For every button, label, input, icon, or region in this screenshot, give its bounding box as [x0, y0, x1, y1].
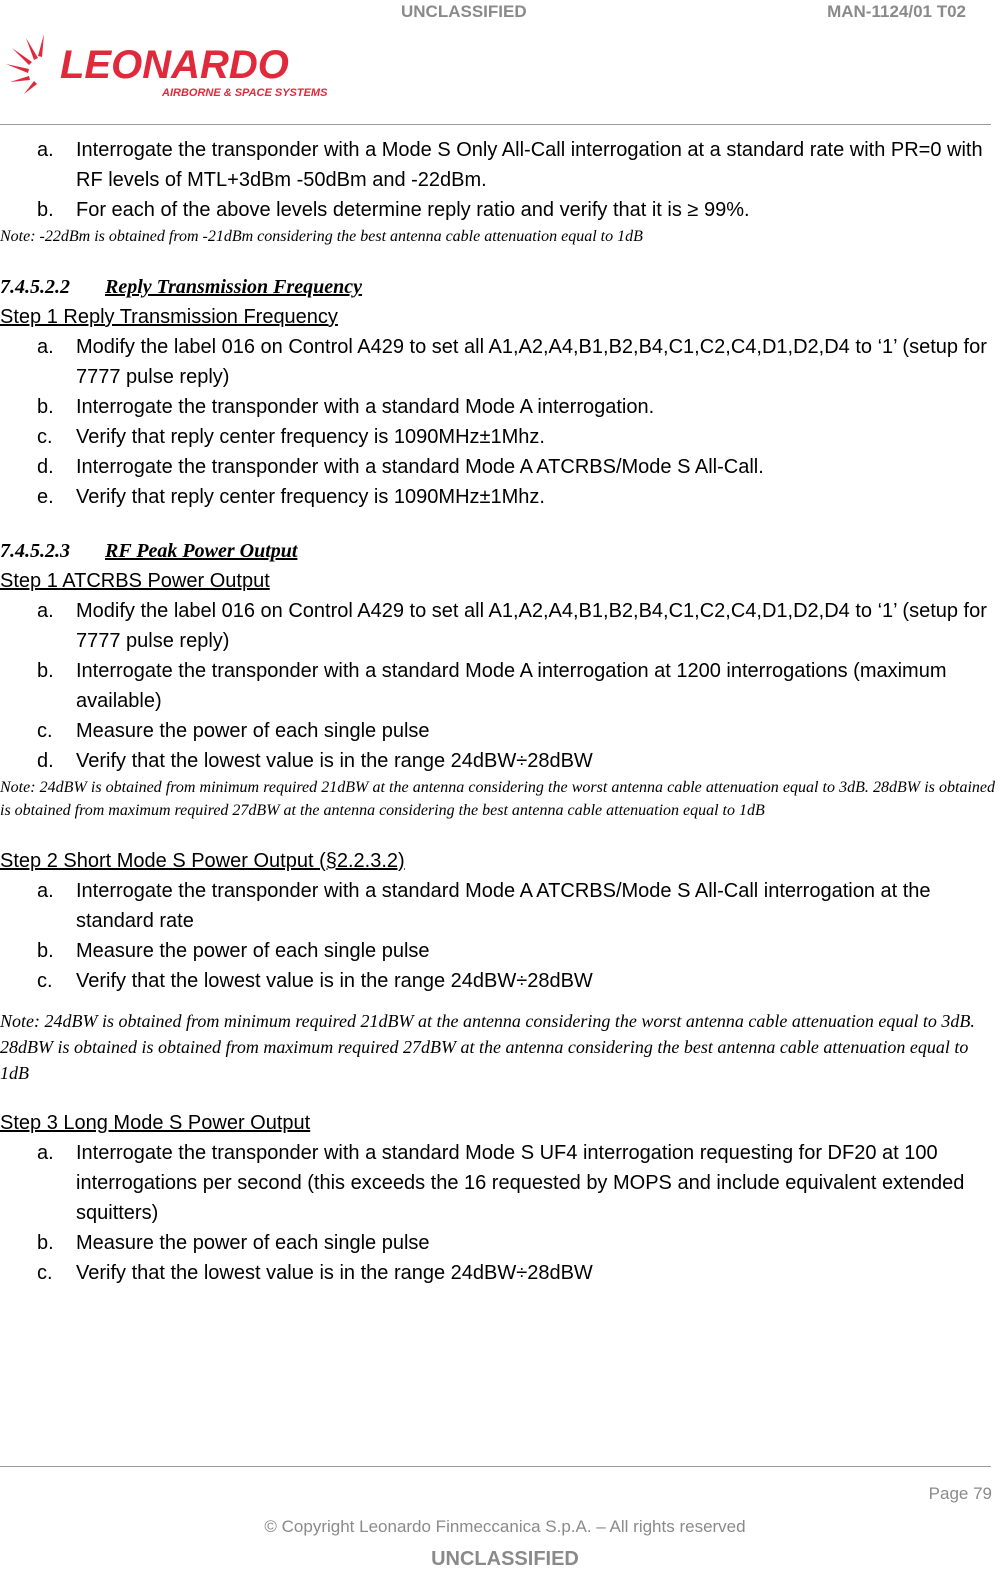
list-item: b. For each of the above levels determine reply ratio and verify that it is ≥ 99%.: [37, 199, 750, 221]
list-item: b. Measure the power of each single pulse: [37, 1232, 430, 1254]
list-item: b. Interrogate the transponder with a standard Mode A interrogation.: [37, 396, 655, 418]
list-item: a. Modify the label 016 on Control A429 to set all A1,A2,A4,B1,B2,B4,C1,C2,C4,D1,D2,D4 to ‘1’ (setup for 7777 pulse reply): [37, 336, 987, 388]
section-heading-rf-peak-power: 7.4.5.2.3 RF Peak Power Output: [0, 540, 298, 562]
logo-wordmark: LEONARDO: [60, 43, 289, 87]
list-item: c. Verify that reply center frequency is 1090MHz±1Mhz.: [37, 426, 545, 448]
classification-label: UNCLASSIFIED: [401, 2, 527, 21]
list-item: a. Modify the label 016 on Control A429 to set all A1,A2,A4,B1,B2,B4,C1,C2,C4,D1,D2,D4 to ‘1’ (setup for 7777 pulse reply): [37, 600, 987, 652]
long-mode-s-list: [0, 1138, 995, 1288]
document-body: [0, 135, 995, 1288]
step-title: Step 3 Long Mode S Power Output: [0, 1112, 311, 1134]
logo-subtitle: AIRBORNE & SPACE SYSTEMS: [162, 87, 328, 99]
list-item: d. Interrogate the transponder with a standard Mode A ATCRBS/Mode S All-Call.: [37, 456, 764, 478]
reply-frequency-list: [0, 332, 995, 512]
short-mode-s-list: [0, 876, 995, 996]
list-item: d. Verify that the lowest value is in the range 24dBW÷28dBW: [37, 750, 593, 772]
list-item: c. Verify that the lowest value is in the range 24dBW÷28dBW: [37, 970, 593, 992]
intro-list: [0, 135, 995, 225]
list-item: a. Interrogate the transponder with a standard Mode A ATCRBS/Mode S All-Call interrogation at the standard rate: [37, 880, 931, 932]
step-title: Step 1 ATCRBS Power Output: [0, 570, 270, 592]
intro-note: Note: -22dBm is obtained from -21dBm considering the best antenna cable attenuation equal to 1dB: [0, 228, 643, 245]
list-item: a. Interrogate the transponder with a standard Mode S UF4 interrogation requesting for DF20 at 100 interrogations per second (this exceeds the 16 requested by MOPS and include equivalent extended squitters): [37, 1142, 965, 1224]
leonardo-logo: [4, 30, 334, 102]
footer-classification: UNCLASSIFIED: [431, 1548, 579, 1570]
section-heading-reply-frequency: 7.4.5.2.2 Reply Transmission Frequency: [0, 276, 363, 298]
header-divider: [0, 124, 991, 125]
list-item: e. Verify that reply center frequency is 1090MHz±1Mhz.: [37, 486, 545, 508]
document-id: MAN-1124/01 T02: [827, 2, 966, 21]
step-title: Step 2 Short Mode S Power Output (§2.2.3.2): [0, 850, 405, 872]
list-item: c. Verify that the lowest value is in the range 24dBW÷28dBW: [37, 1262, 593, 1284]
list-item: c. Measure the power of each single pulse: [37, 720, 430, 742]
page-number: Page 79: [928, 1484, 992, 1503]
footer-divider: [0, 1466, 991, 1467]
atcrbs-note: Note: 24dBW is obtained from minimum required 21dBW at the antenna considering the worst antenna cable attenuation equal to 3dB. 28dBW is obtained is obtained from maximum required 27dBW at the antenna considering the best antenna cable attenuation equal to 1dB: [0, 779, 995, 819]
step-title: Step 1 Reply Transmission Frequency: [0, 306, 338, 328]
atcrbs-power-list: [0, 596, 995, 776]
list-item: a. Interrogate the transponder with a Mode S Only All-Call interrogation at a standard rate with PR=0 with RF levels of MTL+3dBm -50dBm and -22dBm.: [37, 139, 983, 191]
short-mode-s-note: Note: 24dBW is obtained from minimum required 21dBW at the antenna considering the worst antenna cable attenuation equal to 3dB. 28dBW is obtained is obtained from maximum required 27dBW at the antenna considering the best antenna cable attenuation equal to 1dB: [0, 1011, 975, 1083]
flame-icon: [6, 34, 44, 94]
list-item: b. Measure the power of each single pulse: [37, 940, 430, 962]
copyright-notice: © Copyright Leonardo Finmeccanica S.p.A. – All rights reserved: [264, 1517, 746, 1536]
list-item: b. Interrogate the transponder with a standard Mode A interrogation at 1200 interrogations (maximum available): [37, 660, 947, 712]
